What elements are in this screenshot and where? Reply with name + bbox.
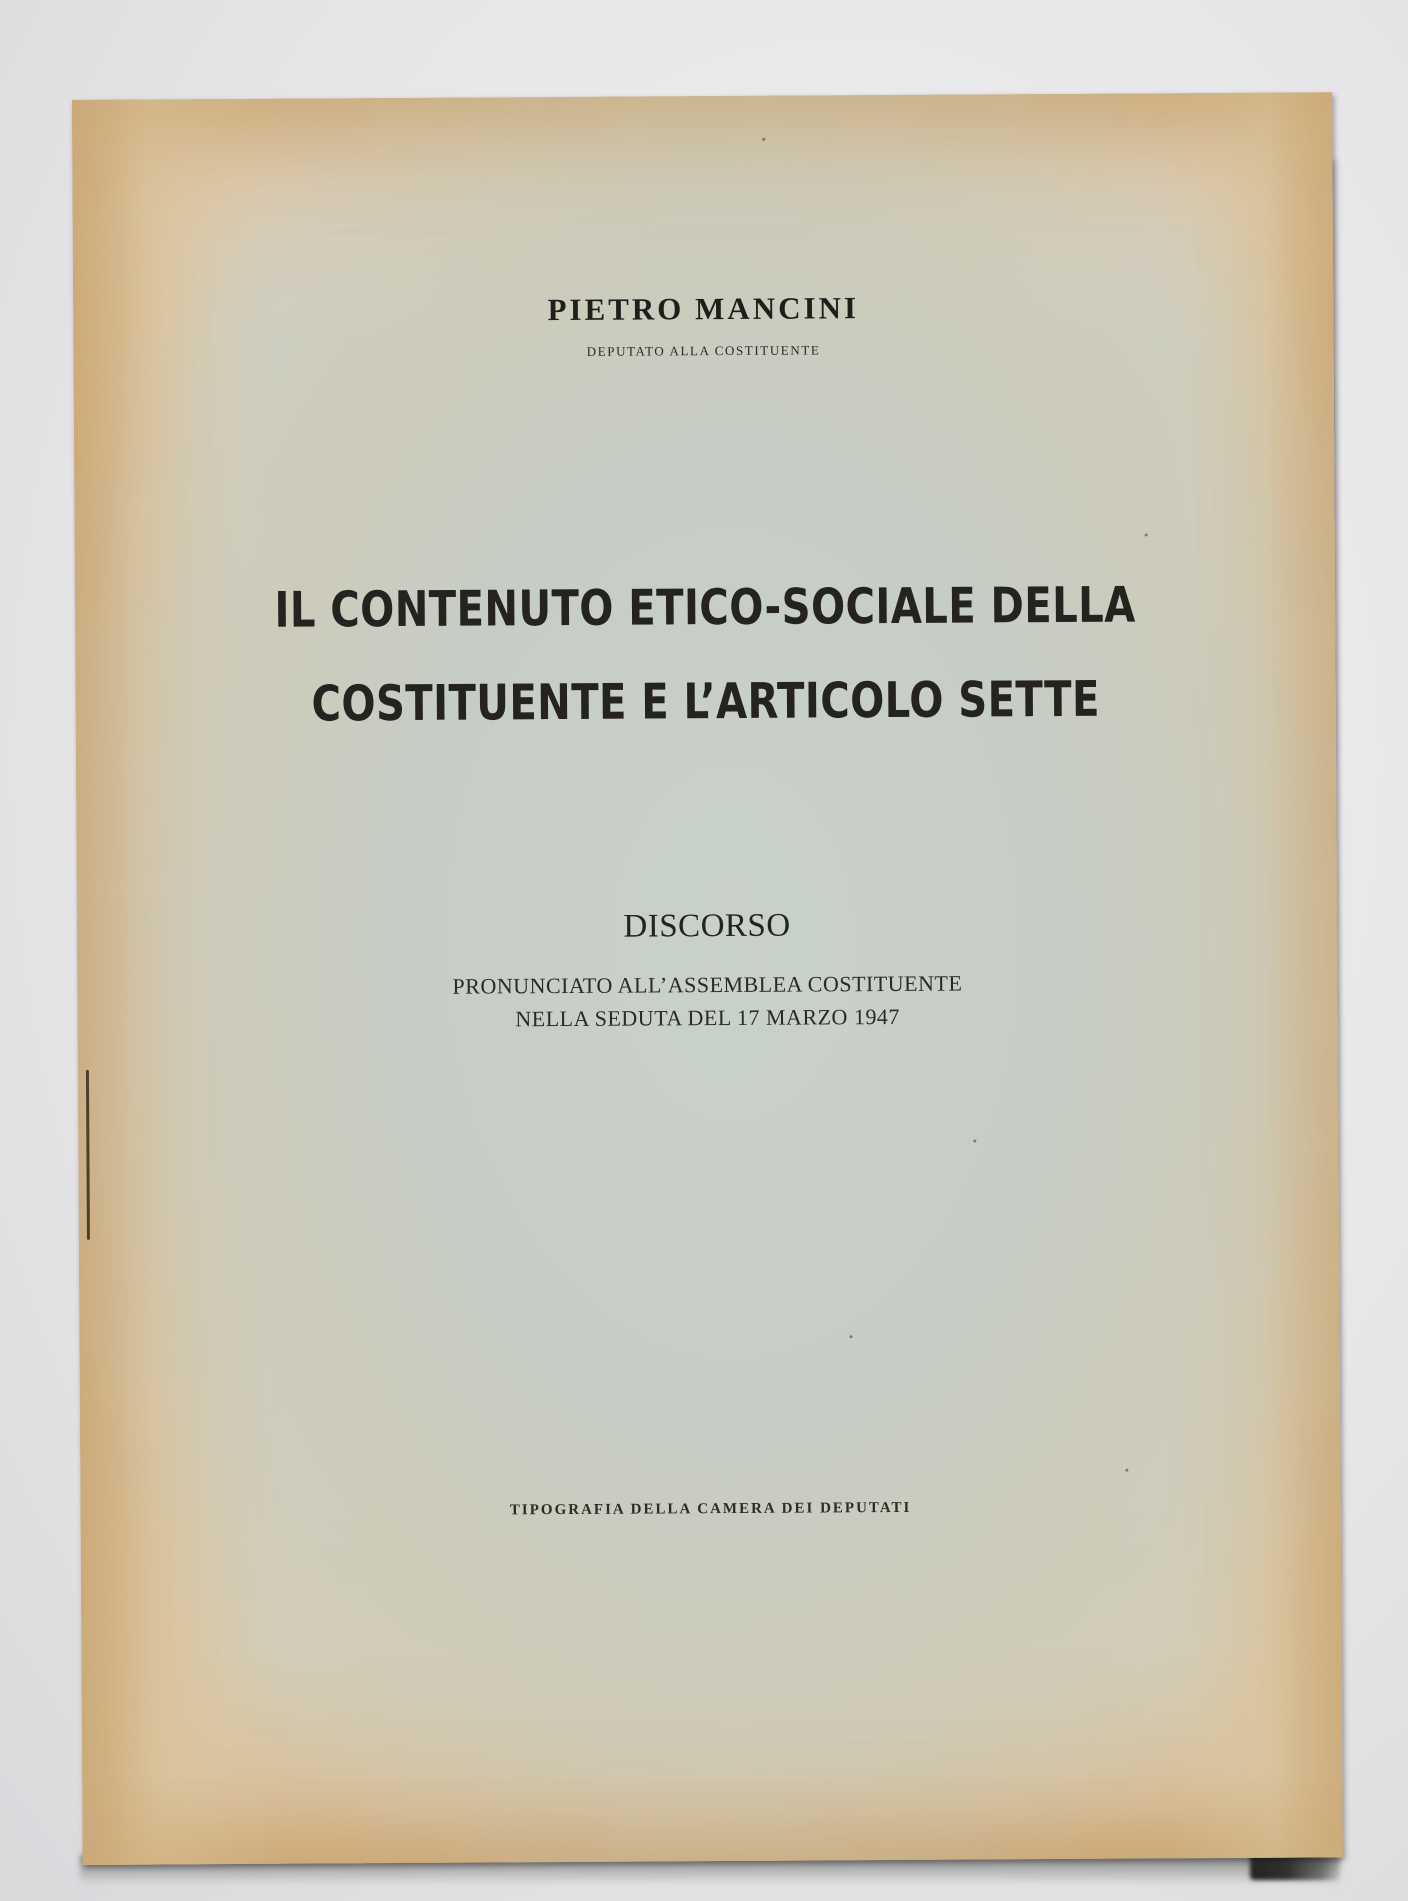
paper-speck: [762, 138, 765, 141]
author-role: DEPUTATO ALLA COSTITUENTE: [586, 342, 821, 359]
title-line-1: IL CONTENUTO ETICO-SOCIALE DELLA: [274, 576, 1136, 639]
printer-imprint: TIPOGRAFIA DELLA CAMERA DEI DEPUTATI: [509, 1499, 912, 1519]
paper-speck: [973, 1139, 976, 1142]
title-line-2: COSTITUENTE E L’ARTICOLO SETTE: [311, 670, 1101, 733]
author-name: PIETRO MANCINI: [547, 290, 860, 328]
booklet-cover: [72, 92, 1343, 1865]
speech-details: [77, 964, 1337, 1038]
paper-speck: [1145, 533, 1148, 536]
paper-speck: [1125, 1469, 1128, 1472]
booklet-title: [188, 558, 1222, 752]
speech-heading: DISCORSO: [623, 907, 791, 945]
staple-binding: [86, 1070, 90, 1240]
speech-detail-line-2: NELLA SEDUTA DEL 17 MARZO 1947: [515, 1003, 900, 1032]
speech-detail-line-1: PRONUNCIATO ALL’ASSEMBLEA COSTITUENTE: [452, 970, 963, 999]
paper-speck: [850, 1335, 853, 1338]
